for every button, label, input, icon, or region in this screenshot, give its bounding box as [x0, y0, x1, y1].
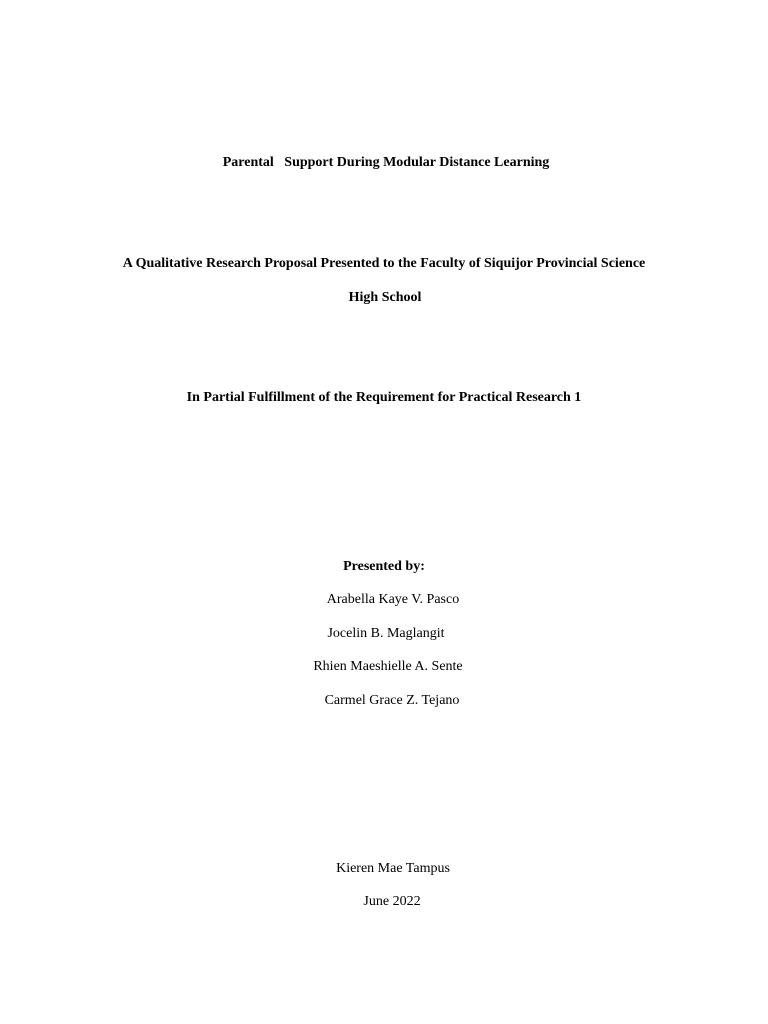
- adviser-name: Kieren Mae Tampus: [336, 861, 450, 876]
- document-date: June 2022: [363, 894, 421, 909]
- subtitle-line-2: High School: [348, 290, 422, 305]
- author-name: Arabella Kaye V. Pasco: [326, 592, 460, 607]
- fulfillment-statement: In Partial Fulfillment of the Requirement for Practical Research 1: [186, 390, 582, 405]
- subtitle-line-1: A Qualitative Research Proposal Presented to the Faculty of Siquijor Provincial Science: [122, 256, 646, 271]
- author-name: Carmel Grace Z. Tejano: [324, 693, 460, 708]
- document-title: Parental Support During Modular Distance Learning: [222, 155, 550, 170]
- author-name: Rhien Maeshielle A. Sente: [313, 659, 463, 674]
- author-name: Jocelin B. Maglangit: [327, 626, 445, 641]
- presented-by-label: Presented by:: [343, 559, 425, 574]
